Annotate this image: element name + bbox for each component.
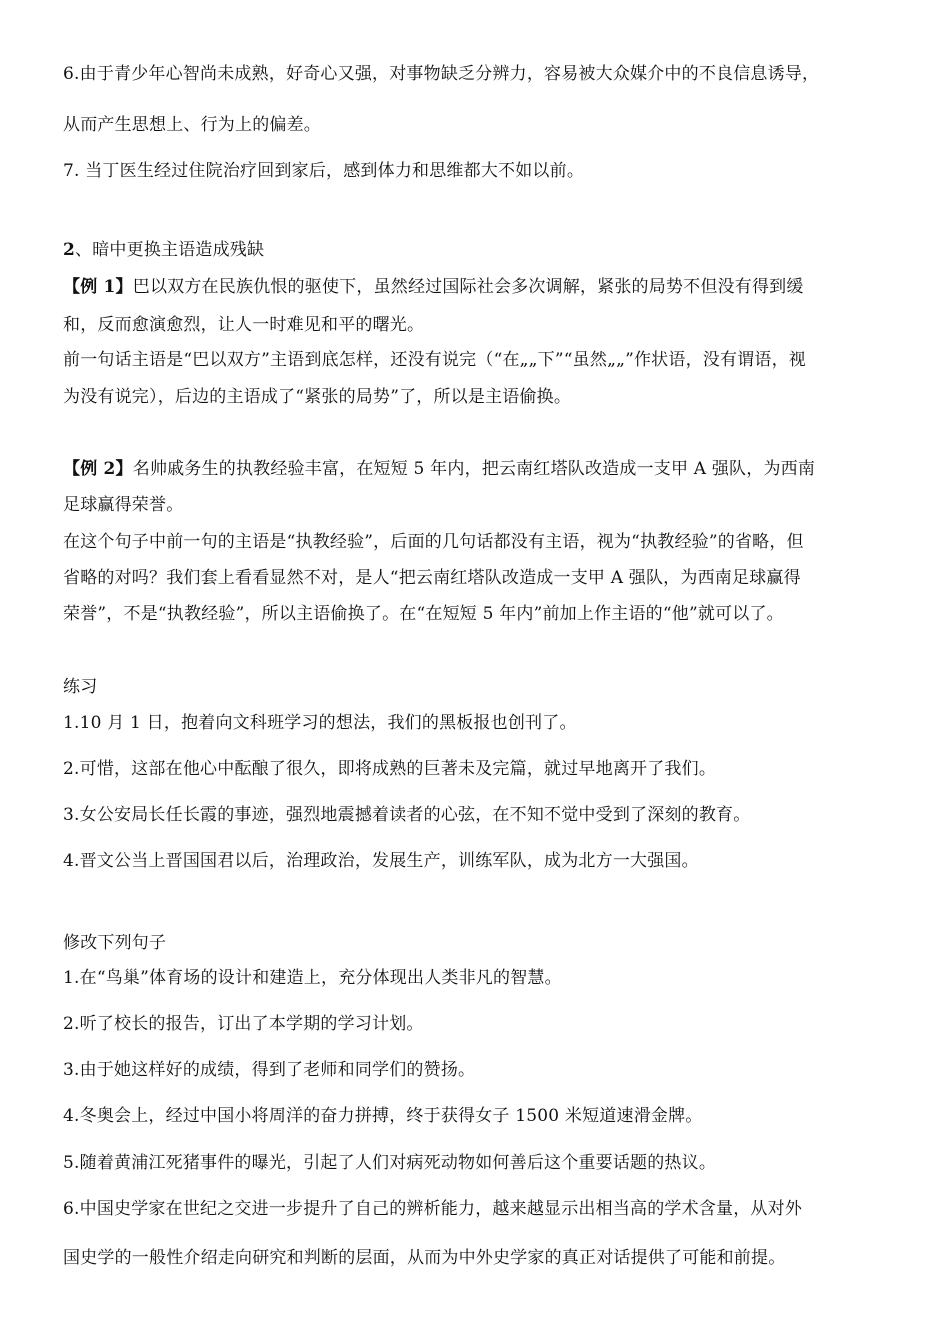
practice-title: 练习 [63, 677, 98, 697]
revise-item-6-line-1: 6.中国史学家在世纪之交进一步提升了自己的辨析能力，越来越显示出相当高的学术含量，从对外 [63, 1199, 803, 1219]
example-1-text: 巴以双方在民族仇恨的驱使下，虽然经过国际社会多次调解，紧张的局势不但没有得到缓 [132, 277, 804, 297]
practice-item: 4.晋文公当上晋国国君以后，治理政治，发展生产，训练军队，成为北方一大强国。 [63, 851, 699, 871]
example-1-explanation-line-2: 为没有说完），后边的主语成了“紧张的局势”了，所以是主语偷换。 [63, 387, 572, 407]
revise-item: 2.听了校长的报告，订出了本学期的学习计划。 [63, 1014, 424, 1034]
revise-item: 5.随着黄浦江死猪事件的曝光，引起了人们对病死动物如何善后这个重要话题的热议。 [63, 1153, 717, 1173]
section-2-heading [63, 239, 264, 261]
practice-item: 1.10 月 1 日，抱着向文科班学习的想法，我们的黑板报也创刊了。 [63, 713, 577, 733]
example-2-text: 名帅戚务生的执教经验丰富，在短短 5 年内，把云南红塔队改造成一支甲 A 强队，为西南 [132, 459, 816, 479]
revise-item: 3.由于她这样好的成绩，得到了老师和同学们的赞扬。 [63, 1060, 476, 1080]
example-1-line-2: 和，反而愈演愈烈，让人一时难见和平的曙光。 [63, 315, 425, 335]
example-2-explanation-line-1: 在这个句子中前一句的主语是“执教经验”，后面的几句话都没有主语，视为“执教经验”的省略，但 [63, 532, 804, 552]
example-1-explanation-line-1: 前一句话主语是“巴以双方”主语到底怎样，还没有说完（“在„„下”“虽然„„”作状语，没有谓语，视 [63, 350, 806, 370]
revise-item: 4.冬奥会上，经过中国小将周洋的奋力拼搏，终于获得女子 1500 米短道速滑金牌。 [63, 1106, 703, 1126]
prev-item-6-line-2: 从而产生思想上、行为上的偏差。 [63, 115, 321, 135]
revise-title: 修改下列句子 [63, 933, 167, 953]
section-2-heading-text: 、暗中更换主语造成残缺 [75, 240, 265, 260]
example-1-line-1 [63, 276, 804, 298]
revise-item-6-line-2: 国史学的一般性介绍走向研究和判断的层面，从而为中外史学家的真正对话提供了可能和前提。 [63, 1248, 786, 1268]
practice-item: 2.可惜，这部在他心中酝酿了很久，即将成熟的巨著未及完篇，就过早地离开了我们。 [63, 759, 717, 779]
example-1-label: 【例 1】 [63, 277, 133, 297]
example-2-explanation-line-3: 荣誉”，不是“执教经验”，所以主语偷换了。在“在短短 5 年内”前加上作主语的“他”就可以了。 [63, 604, 784, 624]
revise-item: 1.在“鸟巢”体育场的设计和建造上，充分体现出人类非凡的智慧。 [63, 968, 562, 988]
example-2-line-1 [63, 458, 815, 480]
example-2-explanation-line-2: 省略的对吗？我们套上看看显然不对，是人“把云南红塔队改造成一支甲 A 强队，为西南足球赢得 [63, 568, 801, 588]
example-2-label: 【例 2】 [63, 459, 133, 479]
practice-item: 3.女公安局长任长霞的事迹，强烈地震撼着读者的心弦，在不知不觉中受到了深刻的教育。 [63, 805, 751, 825]
prev-item-6-line-1: 6.由于青少年心智尚未成熟，好奇心又强，对事物缺乏分辨力，容易被大众媒介中的不良信息诱导， [63, 64, 820, 84]
example-2-line-2: 足球赢得荣誉。 [63, 495, 184, 515]
prev-item-7: 7. 当丁医生经过住院治疗回到家后，感到体力和思维都大不如以前。 [63, 161, 585, 181]
section-2-heading-number: 2 [63, 240, 76, 260]
